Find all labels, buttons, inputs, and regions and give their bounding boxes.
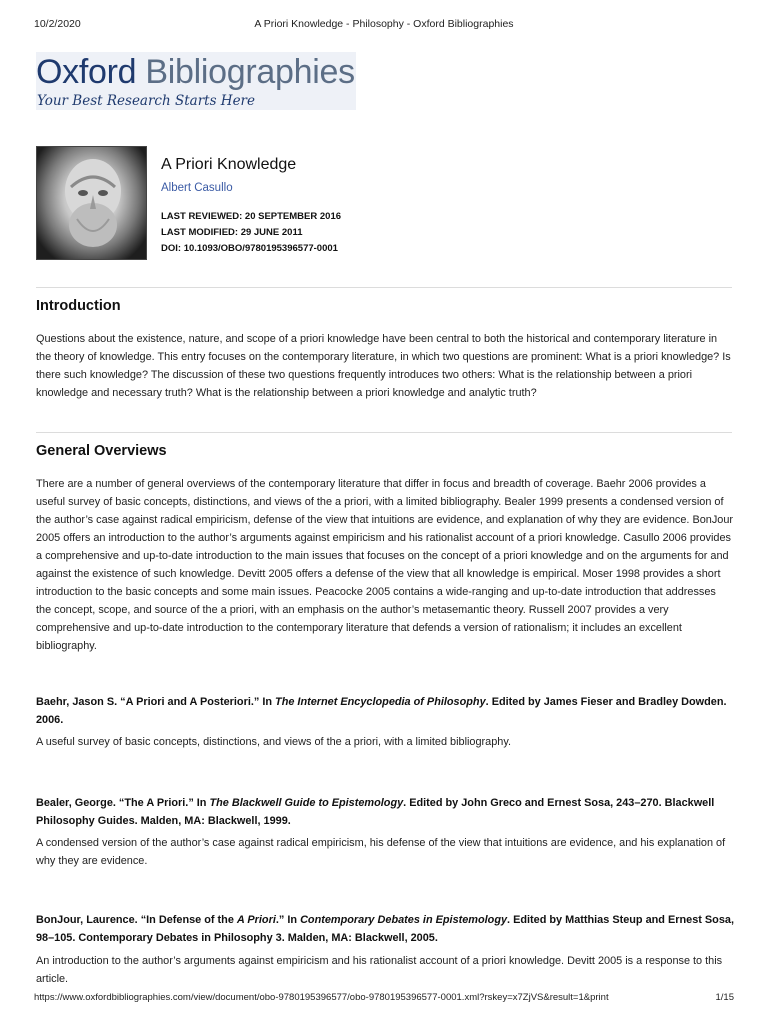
annotation-bealer: A condensed version of the author’s case against radical empiricism, his defense of the view that intuitions are evidence, and his explanation of why they are evidence. bbox=[36, 837, 726, 867]
citation-baehr: Baehr, Jason S. “A Priori and A Posteriori.” In The Internet Encyclopedia of Philosophy. Edited by James Fieser and Bradley Dowden. 2006. bbox=[36, 696, 727, 726]
annotation-baehr: A useful survey of basic concepts, distinctions, and views of the a priori, with a limited bibliography. bbox=[36, 736, 511, 748]
general-overviews-heading: General Overviews bbox=[36, 443, 167, 459]
article-meta bbox=[161, 209, 721, 257]
divider bbox=[36, 432, 732, 433]
print-header bbox=[34, 18, 734, 32]
article-header bbox=[161, 155, 721, 257]
print-url: https://www.oxfordbibliographies.com/view/document/obo-9780195396577/obo-9780195396577-0001.xml?rskey=x7ZjVS&result=1&print bbox=[34, 992, 609, 1003]
introduction-heading: Introduction bbox=[36, 298, 121, 314]
citation-bealer: Bealer, George. “The A Priori.” In The Blackwell Guide to Epistemology. Edited by John Greco and Ernest Sosa, 243–270. Blackwell Philosophy Guides. Malden, MA: Blackwell, 1999. bbox=[36, 797, 715, 827]
logo-oxford: Oxford bbox=[36, 53, 137, 91]
last-modified: LAST MODIFIED: 29 JUNE 2011 bbox=[161, 227, 303, 238]
article-title: A Priori Knowledge bbox=[161, 156, 297, 173]
citation-bonjour: BonJour, Laurence. “In Defense of the A Priori.” In Contemporary Debates in Epistemology. Edited by Matthias Steup and Ernest Sosa, 98–105. Contemporary Debates in Philosophy 3. Malden, MA: Blackwell, 2005. bbox=[36, 914, 734, 944]
last-reviewed: LAST REVIEWED: 20 SEPTEMBER 2016 bbox=[161, 211, 342, 222]
bust-icon bbox=[37, 147, 146, 259]
print-date: 10/2/2020 bbox=[34, 18, 81, 30]
oxford-bibliographies-logo[interactable] bbox=[36, 52, 356, 110]
divider bbox=[36, 287, 732, 288]
print-footer bbox=[34, 992, 734, 1006]
logo-bibliographies: Bibliographies bbox=[145, 53, 355, 91]
author-portrait-image bbox=[36, 146, 147, 260]
annotation-bonjour: An introduction to the author’s arguments against empiricism and his rationalist account of a priori knowledge. Devitt 2005 is a response to this article. bbox=[36, 955, 723, 985]
doi: DOI: 10.1093/OBO/9780195396577-0001 bbox=[161, 243, 338, 254]
logo-wordmark bbox=[36, 52, 355, 92]
introduction-body: Questions about the existence, nature, and scope of a priori knowledge have been central to both the historical and contemporary literature in the theory of knowledge. This entry focuses on the contemporary literature, in which two questions are prominent: What is a priori knowledge? Is there such knowledge? The discussion of these two questions frequently introduces two others: What is the relationship between a priori knowledge and necessary truth? What is the relationship between a priori knowledge and analytic truth? bbox=[36, 333, 731, 399]
logo-tagline: Your Best Research Starts Here bbox=[37, 93, 256, 109]
page-number: 1/15 bbox=[715, 992, 734, 1003]
article-author-link[interactable]: Albert Casullo bbox=[161, 182, 233, 194]
general-overviews-body: There are a number of general overviews of the contemporary literature that differ in focus and breadth of coverage. Baehr 2006 provides a useful survey of basic concepts, distinctions, and views of the a priori, with a limited bibliography. Bealer 1999 presents a condensed version of the author’s case against radical empiricism, defense of the view that intuitions are evidence, and explanation of why they are evidence. BonJour 2005 offers an introduction to the author’s arguments against empiricism and his rationalist account of a priori knowledge. Casullo 2006 provides a comprehensive and up-to-date introduction to the main issues that focuses on the concept of a priori knowledge and on the arguments for and against the existence of such knowledge. Devitt 2005 offers a defense of the view that all knowledge is empirical. Moser 1998 provides a short introduction to the basic concepts and some main issues. Peacocke 2005 contains a wide-ranging and up-to-date introduction that addresses the concept, scope, and source of the a priori, with an emphasis on the author’s metasemantic theory. Russell 2007 provides a very comprehensive and up-to-date introduction to the contemporary literature that defends a version of rationalism; it includes an excellent bibliography. bbox=[36, 478, 734, 652]
print-page-title: A Priori Knowledge - Philosophy - Oxford Bibliographies bbox=[254, 18, 514, 30]
